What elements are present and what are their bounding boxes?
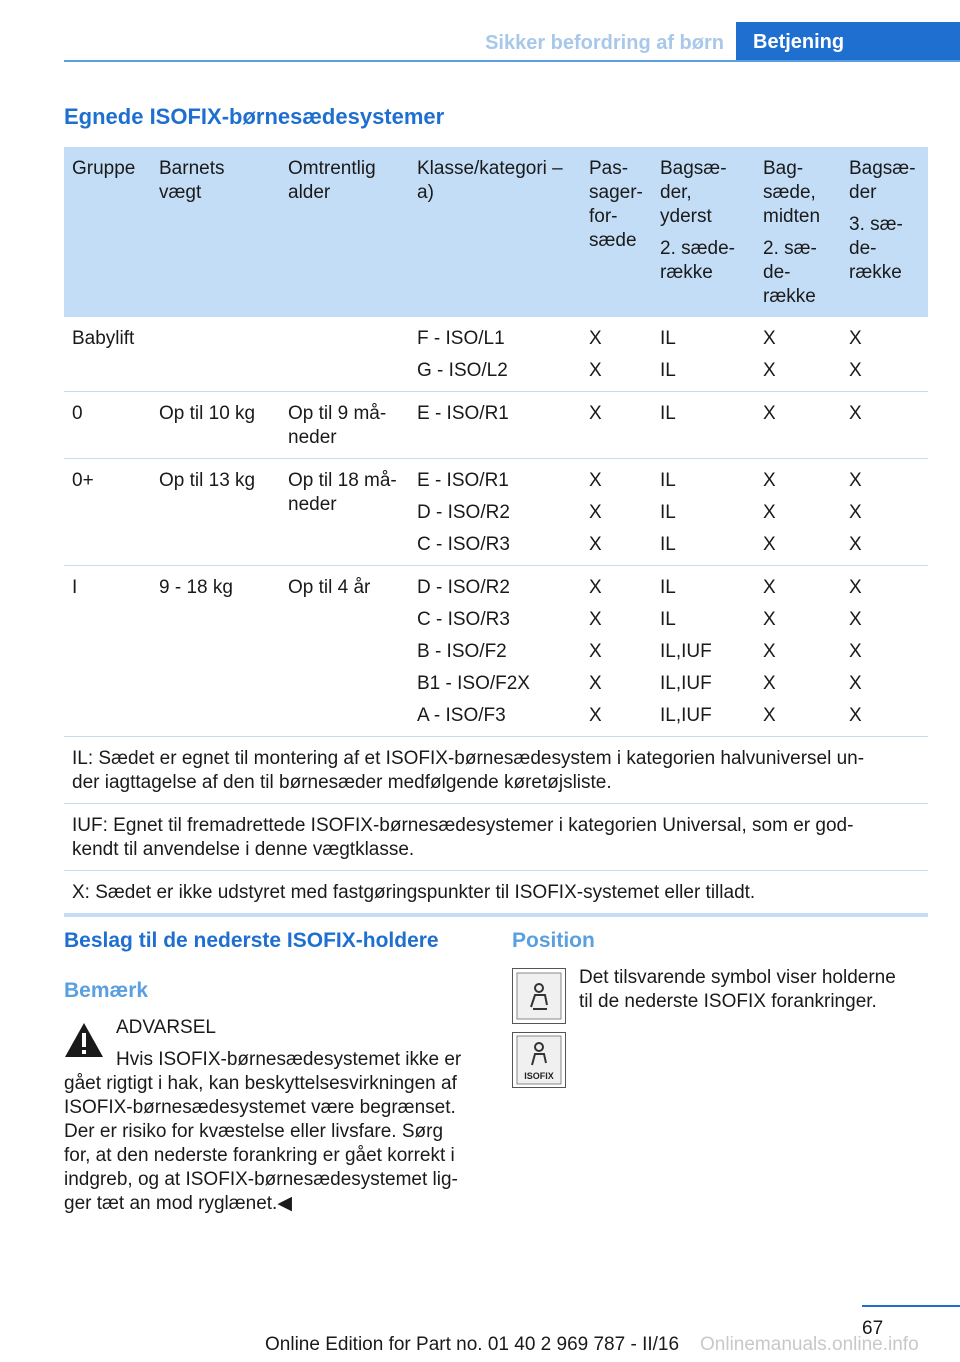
header-section-title: Sikker befordring af børn [485, 32, 724, 54]
position-text: Det tilsvarende symbol viser holderne til de nederste ISOFIX forankringer. [579, 967, 896, 1012]
table-row [64, 566, 928, 737]
header-cell-third-row: Bagsæ- der 3. sæ- de- række [841, 147, 928, 317]
cell-rear-middle: X X [755, 317, 841, 392]
cell-age: Op til 4 år [280, 566, 409, 737]
warning-text-line: ISOFIX-børnesædesystemet være begrænset. [64, 1097, 456, 1118]
cell-third-row: X X [841, 317, 928, 392]
cell-group: Babylift [64, 317, 151, 392]
table-note-row [64, 737, 928, 804]
footer-rule [862, 1305, 960, 1307]
warning-text-line: gået rigtigt i hak, kan beskyttelsesvirkningen af [64, 1073, 457, 1094]
cell-weight: 9 - 18 kg [151, 566, 280, 737]
isofix-anchor-icon [512, 968, 566, 1024]
cell-third-row: X X X [841, 459, 928, 566]
note-il: IL: Sædet er egnet til montering af et ISOFIX-børnesædesystem i kategorien halvuniversel un- der iagttagelse af den til børnesæder medfølgende køretøjsliste. [64, 737, 928, 804]
section-heading-position: Position [512, 929, 595, 952]
header-chapter-tab[interactable]: Betjening [736, 22, 960, 62]
cell-class: E - ISO/R1 [409, 392, 581, 459]
page-number: 67 [862, 1318, 884, 1339]
warning-label: ADVARSEL [116, 1017, 216, 1038]
header-cell-passenger: Pas- sager- for- sæde [581, 147, 652, 317]
header-cell-rear-outer: Bagsæ- der, yderst 2. sæde- række [652, 147, 755, 317]
page-title: Egnede ISOFIX-børnesædesystemer [64, 104, 445, 129]
cell-class: E - ISO/R1 D - ISO/R2 C - ISO/R3 [409, 459, 581, 566]
warning-text-line: indgreb, og at ISOFIX-børnesædesystemet lig- [64, 1169, 458, 1190]
isofix-label: ISOFIX [524, 1071, 554, 1081]
table-note-row [64, 871, 928, 916]
cell-weight [151, 317, 280, 392]
header-cell-group: Gruppe [64, 147, 151, 317]
cell-group: I [64, 566, 151, 737]
cell-class: F - ISO/L1 G - ISO/L2 [409, 317, 581, 392]
warning-text-body [64, 1072, 484, 1216]
cell-class: D - ISO/R2 C - ISO/R3 B - ISO/F2 B1 - ISO/F2X A - ISO/F3 [409, 566, 581, 737]
header-cell-age: Omtrentlig alder [280, 147, 409, 317]
cell-third-row: X X X X X [841, 566, 928, 737]
section-heading-isofix-mounts: Beslag til de nederste ISOFIX-holdere [64, 929, 439, 952]
cell-rear-outer: IL IL [652, 317, 755, 392]
cell-third-row: X [841, 392, 928, 459]
cell-rear-middle: X X X X X [755, 566, 841, 737]
isofix-label-icon [512, 1032, 566, 1088]
note-iuf: IUF: Egnet til fremadrettede ISOFIX-børnesædesystemer i kategorien Universal, som er god- kendt til anvendelse i denne vægtklasse. [64, 804, 928, 871]
warning-text-line: for, at den nederste forankring er gået korrekt i [64, 1145, 455, 1166]
cell-weight: Op til 10 kg [151, 392, 280, 459]
table-header-row [64, 147, 928, 317]
header-cell-rear-middle: Bag- sæde, midten 2. sæ- de- række [755, 147, 841, 317]
cell-weight: Op til 13 kg [151, 459, 280, 566]
cell-passenger: X [581, 392, 652, 459]
cell-rear-outer: IL IL IL,IUF IL,IUF IL,IUF [652, 566, 755, 737]
cell-rear-middle: X [755, 392, 841, 459]
warning-text-line: Hvis ISOFIX-børnesædesystemet ikke er [116, 1049, 462, 1070]
edition-text: Online Edition for Part no. 01 40 2 969 787 - II/16 [265, 1334, 680, 1355]
warning-text-line: Der er risiko for kvæstelse eller livsfare. Sørg [64, 1121, 444, 1142]
cell-passenger: X X X X X [581, 566, 652, 737]
header-cell-weight: Barnets vægt [151, 147, 280, 317]
cell-age: Op til 9 må- neder [280, 392, 409, 459]
warning-triangle-icon [64, 1022, 104, 1058]
header-cell-class: Klasse/kategori – a) [409, 147, 581, 317]
subheading-note: Bemærk [64, 979, 149, 1002]
table-row [64, 392, 928, 459]
cell-age: Op til 18 må- neder [280, 459, 409, 566]
cell-group: 0 [64, 392, 151, 459]
cell-rear-outer: IL IL IL [652, 459, 755, 566]
watermark: Onlinemanuals.online.info [700, 1334, 919, 1355]
cell-group: 0+ [64, 459, 151, 566]
table-note-row [64, 804, 928, 871]
cell-age [280, 317, 409, 392]
table-row [64, 317, 928, 392]
note-x: X: Sædet er ikke udstyret med fastgøringspunkter til ISOFIX-systemet eller tilladt. [64, 871, 928, 916]
header-rule [64, 60, 960, 62]
cell-passenger: X X [581, 317, 652, 392]
cell-passenger: X X X [581, 459, 652, 566]
cell-rear-middle: X X X [755, 459, 841, 566]
cell-rear-outer: IL [652, 392, 755, 459]
table-row [64, 459, 928, 566]
isofix-table [64, 147, 928, 917]
warning-text-line: ger tæt an mod ryglænet.◀ [64, 1193, 292, 1214]
